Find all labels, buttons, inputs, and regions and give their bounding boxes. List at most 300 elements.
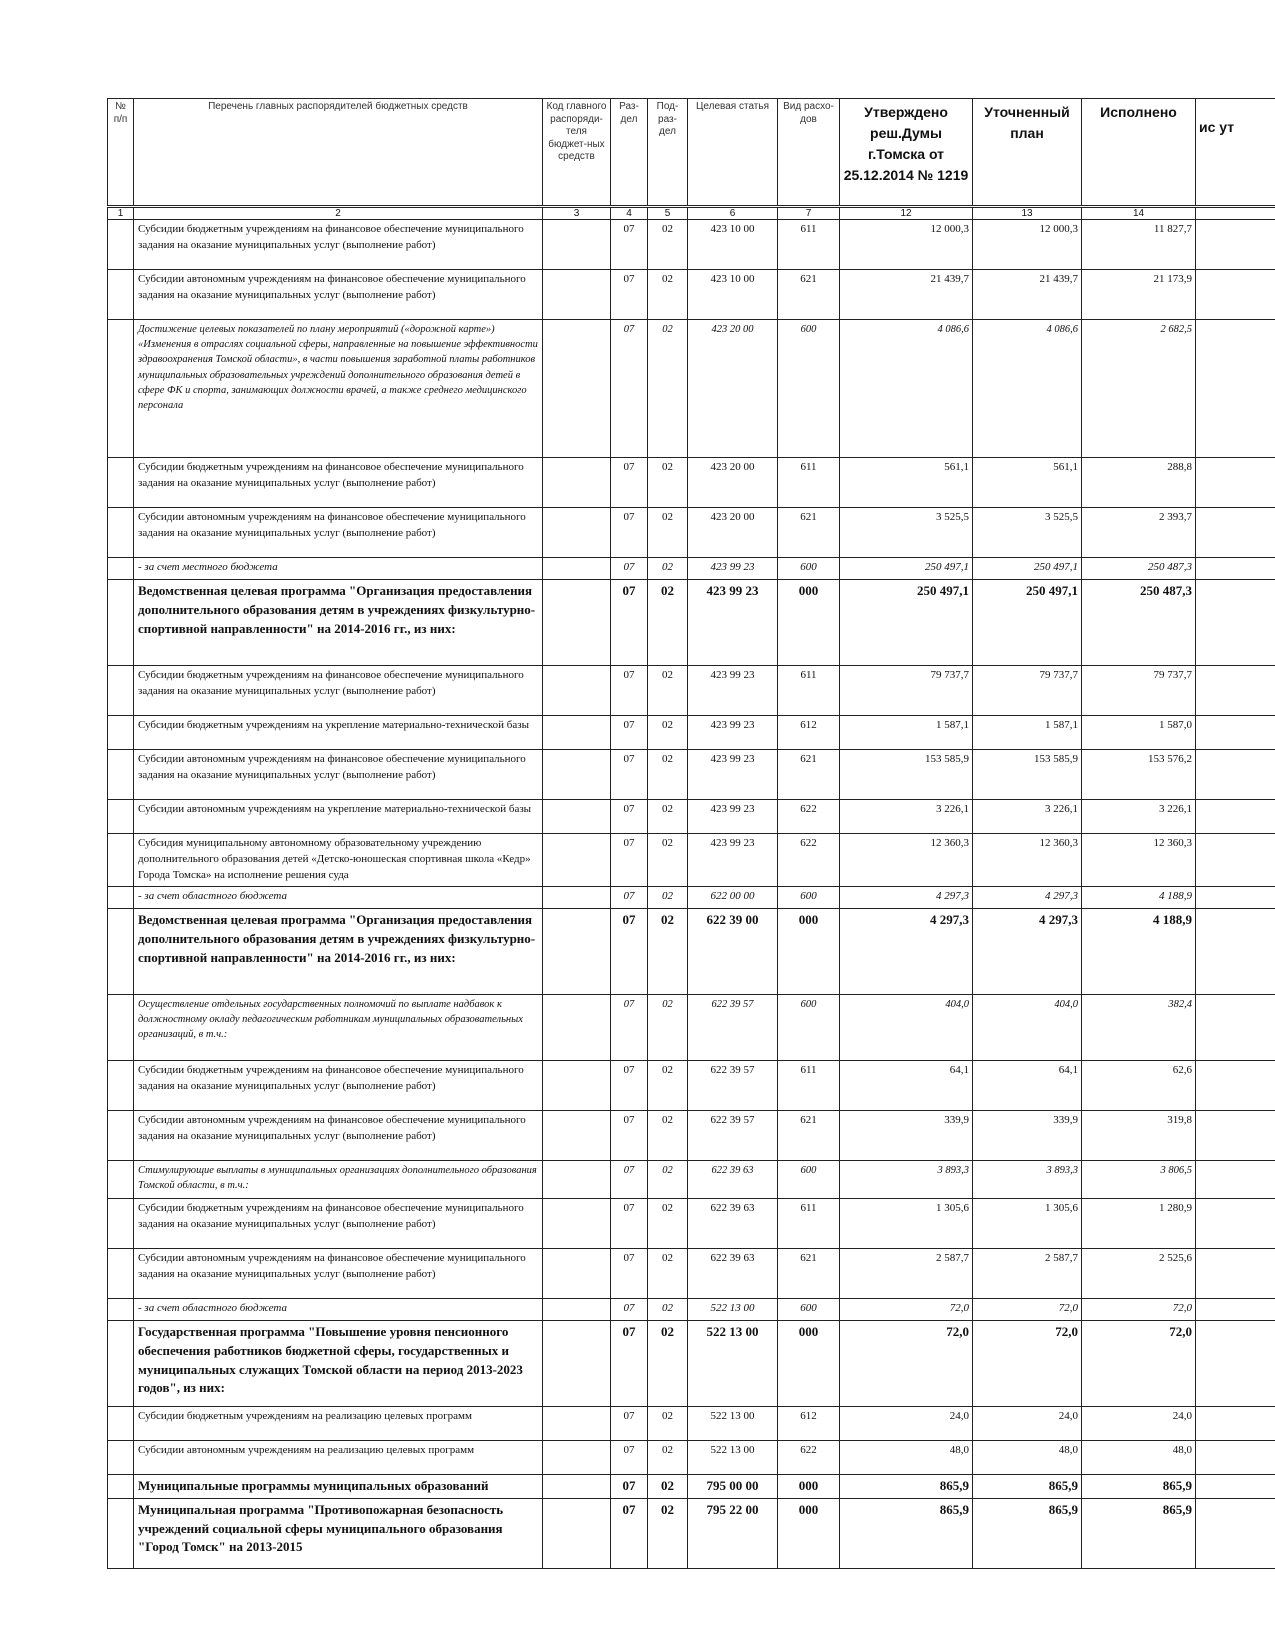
cell-plan: 21 439,7 (973, 270, 1082, 320)
cell-tsel: 423 20 00 (688, 458, 778, 508)
cell-done: 4 188,9 (1082, 908, 1196, 994)
header-plan: Уточненный план (973, 99, 1082, 207)
cell-approved: 72,0 (840, 1298, 973, 1320)
cell-vid: 600 (778, 558, 840, 580)
cell-done: 24,0 (1082, 1406, 1196, 1440)
cell-plan: 12 360,3 (973, 834, 1082, 887)
cell-approved: 4 086,6 (840, 320, 973, 458)
cell-podrazdel: 02 (648, 1060, 688, 1110)
cell-tsel: 795 00 00 (688, 1474, 778, 1498)
cell-no (108, 1160, 134, 1198)
cell-podrazdel: 02 (648, 1160, 688, 1198)
cell-done: 2 393,7 (1082, 508, 1196, 558)
cell-extra (1196, 1110, 1275, 1160)
cell-approved: 561,1 (840, 458, 973, 508)
cell-plan: 3 525,5 (973, 508, 1082, 558)
cell-vid: 621 (778, 1248, 840, 1298)
cell-razdel: 07 (611, 1498, 648, 1568)
cell-razdel: 07 (611, 716, 648, 750)
cell-done: 2 682,5 (1082, 320, 1196, 458)
cell-razdel: 07 (611, 580, 648, 666)
cell-extra (1196, 508, 1275, 558)
colnum: 1 (108, 207, 134, 220)
cell-plan: 4 297,3 (973, 908, 1082, 994)
cell-razdel: 07 (611, 320, 648, 458)
cell-extra (1196, 458, 1275, 508)
cell-code (543, 1406, 611, 1440)
cell-vid: 621 (778, 508, 840, 558)
cell-code (543, 580, 611, 666)
cell-extra (1196, 1406, 1275, 1440)
table-row (108, 1474, 1275, 1498)
cell-done: 21 173,9 (1082, 270, 1196, 320)
cell-podrazdel: 02 (648, 220, 688, 270)
cell-podrazdel: 02 (648, 1110, 688, 1160)
cell-tsel: 423 99 23 (688, 800, 778, 834)
cell-done: 250 487,3 (1082, 580, 1196, 666)
cell-no (108, 1110, 134, 1160)
cell-extra (1196, 1498, 1275, 1568)
cell-plan: 24,0 (973, 1406, 1082, 1440)
colnum: 4 (611, 207, 648, 220)
cell-desc: Субсидии бюджетным учреждениям на финансовое обеспечение муниципального задания на оказание муниципальных услуг (выполнение работ) (134, 1198, 543, 1248)
cell-podrazdel: 02 (648, 1248, 688, 1298)
header-code: Код главного распоряди-теля бюджет-ных средств (543, 99, 611, 207)
cell-plan: 3 226,1 (973, 800, 1082, 834)
colnum: 12 (840, 207, 973, 220)
cell-tsel: 423 99 23 (688, 834, 778, 887)
cell-extra (1196, 1060, 1275, 1110)
cell-vid: 612 (778, 716, 840, 750)
cell-approved: 64,1 (840, 1060, 973, 1110)
cell-desc: Муниципальная программа "Противопожарная безопасность учреждений социальной сферы муниципального образования "Город Томск" на 2013-2015 (134, 1498, 543, 1568)
cell-desc: Субсидии автономным учреждениям на финансовое обеспечение муниципального задания на оказание муниципальных услуг (выполнение работ) (134, 1110, 543, 1160)
cell-plan: 48,0 (973, 1440, 1082, 1474)
cell-code (543, 908, 611, 994)
cell-desc: Осуществление отдельных государственных полномочий по выплате надбавок к должностному окладу педагогическим работникам муниципальных образовательных организаций, в т.ч.: (134, 994, 543, 1060)
cell-plan: 72,0 (973, 1298, 1082, 1320)
table-row (108, 270, 1275, 320)
cell-code (543, 508, 611, 558)
cell-code (543, 1160, 611, 1198)
cell-podrazdel: 02 (648, 750, 688, 800)
cell-desc: Субсидии бюджетным учреждениям на реализацию целевых программ (134, 1406, 543, 1440)
cell-razdel: 07 (611, 1060, 648, 1110)
cell-razdel: 07 (611, 750, 648, 800)
cell-approved: 153 585,9 (840, 750, 973, 800)
cell-no (108, 1440, 134, 1474)
cell-desc: Субсидия муниципальному автономному образовательному учреждению дополнительного образования детей «Детско-юношеская спортивная школа «Кедр» Города Томска» на исполнение решения суда (134, 834, 543, 887)
table-row (108, 580, 1275, 666)
cell-code (543, 558, 611, 580)
cell-podrazdel: 02 (648, 508, 688, 558)
cell-approved: 21 439,7 (840, 270, 973, 320)
colnum: 7 (778, 207, 840, 220)
cell-razdel: 07 (611, 1298, 648, 1320)
colnum: 14 (1082, 207, 1196, 220)
cell-no (108, 1320, 134, 1406)
cell-plan: 2 587,7 (973, 1248, 1082, 1298)
cell-approved: 3 525,5 (840, 508, 973, 558)
cell-razdel: 07 (611, 508, 648, 558)
cell-plan: 153 585,9 (973, 750, 1082, 800)
cell-extra (1196, 800, 1275, 834)
cell-no (108, 558, 134, 580)
cell-done: 4 188,9 (1082, 886, 1196, 908)
cell-razdel: 07 (611, 558, 648, 580)
cell-approved: 865,9 (840, 1474, 973, 1498)
cell-no (108, 1406, 134, 1440)
table-row (108, 716, 1275, 750)
cell-podrazdel: 02 (648, 580, 688, 666)
cell-extra (1196, 1198, 1275, 1248)
cell-no (108, 580, 134, 666)
cell-plan: 4 297,3 (973, 886, 1082, 908)
cell-plan: 12 000,3 (973, 220, 1082, 270)
colnum: 6 (688, 207, 778, 220)
cell-code (543, 1320, 611, 1406)
cell-approved: 865,9 (840, 1498, 973, 1568)
cell-tsel: 423 99 23 (688, 716, 778, 750)
cell-no (108, 458, 134, 508)
cell-done: 2 525,6 (1082, 1248, 1196, 1298)
colnum: 5 (648, 207, 688, 220)
cell-no (108, 666, 134, 716)
cell-vid: 611 (778, 666, 840, 716)
cell-code (543, 1498, 611, 1568)
cell-vid: 611 (778, 1060, 840, 1110)
cell-podrazdel: 02 (648, 666, 688, 716)
colnum (1196, 207, 1275, 220)
cell-code (543, 1198, 611, 1248)
cell-podrazdel: 02 (648, 886, 688, 908)
cell-tsel: 522 13 00 (688, 1406, 778, 1440)
cell-vid: 000 (778, 580, 840, 666)
cell-vid: 611 (778, 220, 840, 270)
cell-razdel: 07 (611, 220, 648, 270)
cell-code (543, 800, 611, 834)
table-row (108, 1198, 1275, 1248)
cell-done: 72,0 (1082, 1298, 1196, 1320)
table-header-row (108, 99, 1275, 207)
cell-desc: Субсидии бюджетным учреждениям на финансовое обеспечение муниципального задания на оказание муниципальных услуг (выполнение работ) (134, 1060, 543, 1110)
cell-vid: 622 (778, 800, 840, 834)
cell-desc: - за счет местного бюджета (134, 558, 543, 580)
cell-podrazdel: 02 (648, 1498, 688, 1568)
cell-razdel: 07 (611, 834, 648, 887)
cell-podrazdel: 02 (648, 1440, 688, 1474)
cell-razdel: 07 (611, 1198, 648, 1248)
cell-done: 319,8 (1082, 1110, 1196, 1160)
cell-extra (1196, 1440, 1275, 1474)
cell-plan: 72,0 (973, 1320, 1082, 1406)
cell-vid: 621 (778, 1110, 840, 1160)
table-row (108, 1320, 1275, 1406)
cell-code (543, 1110, 611, 1160)
cell-done: 382,4 (1082, 994, 1196, 1060)
cell-extra (1196, 580, 1275, 666)
column-numbers-row (108, 207, 1275, 220)
cell-desc: Субсидии автономным учреждениям на укрепление материально-технической базы (134, 800, 543, 834)
table-row (108, 994, 1275, 1060)
cell-done: 250 487,3 (1082, 558, 1196, 580)
cell-plan: 250 497,1 (973, 558, 1082, 580)
table-row (108, 666, 1275, 716)
cell-tsel: 622 39 63 (688, 1248, 778, 1298)
cell-tsel: 423 10 00 (688, 270, 778, 320)
cell-extra (1196, 1160, 1275, 1198)
cell-razdel: 07 (611, 1248, 648, 1298)
cell-tsel: 622 39 00 (688, 908, 778, 994)
cell-razdel: 07 (611, 458, 648, 508)
table-row (108, 458, 1275, 508)
cell-code (543, 1474, 611, 1498)
table-row (108, 834, 1275, 887)
cell-vid: 611 (778, 1198, 840, 1248)
cell-done: 1 280,9 (1082, 1198, 1196, 1248)
cell-desc: Субсидии бюджетным учреждениям на укрепление материально-технической базы (134, 716, 543, 750)
cell-approved: 4 297,3 (840, 886, 973, 908)
cell-code (543, 666, 611, 716)
table-row (108, 800, 1275, 834)
cell-podrazdel: 02 (648, 1298, 688, 1320)
cell-razdel: 07 (611, 886, 648, 908)
cell-desc: Ведомственная целевая программа "Организация предоставления дополнительного образования детям в учреждениях физкультурно-спортивной направленности" на 2014-2016 гг., из них: (134, 580, 543, 666)
cell-approved: 404,0 (840, 994, 973, 1060)
cell-code (543, 994, 611, 1060)
cell-plan: 561,1 (973, 458, 1082, 508)
cell-razdel: 07 (611, 666, 648, 716)
cell-done: 288,8 (1082, 458, 1196, 508)
cell-vid: 622 (778, 1440, 840, 1474)
cell-desc: Стимулирующие выплаты в муниципальных организациях дополнительного образования Томской области, в т.ч.: (134, 1160, 543, 1198)
cell-vid: 000 (778, 1320, 840, 1406)
cell-plan: 865,9 (973, 1474, 1082, 1498)
cell-podrazdel: 02 (648, 800, 688, 834)
cell-desc: - за счет областного бюджета (134, 886, 543, 908)
colnum: 13 (973, 207, 1082, 220)
cell-tsel: 423 99 23 (688, 558, 778, 580)
cell-code (543, 320, 611, 458)
cell-code (543, 458, 611, 508)
cell-done: 62,6 (1082, 1060, 1196, 1110)
cell-done: 3 806,5 (1082, 1160, 1196, 1198)
cell-approved: 3 226,1 (840, 800, 973, 834)
cell-code (543, 1248, 611, 1298)
cell-vid: 621 (778, 270, 840, 320)
cell-razdel: 07 (611, 800, 648, 834)
header-name: Перечень главных распорядителей бюджетных средств (134, 99, 543, 207)
cell-extra (1196, 716, 1275, 750)
cell-vid: 600 (778, 1160, 840, 1198)
cell-approved: 79 737,7 (840, 666, 973, 716)
cell-razdel: 07 (611, 270, 648, 320)
header-vid: Вид расхо-дов (778, 99, 840, 207)
colnum: 2 (134, 207, 543, 220)
cell-done: 1 587,0 (1082, 716, 1196, 750)
cell-plan: 4 086,6 (973, 320, 1082, 458)
cell-vid: 600 (778, 994, 840, 1060)
cell-podrazdel: 02 (648, 834, 688, 887)
cell-code (543, 1060, 611, 1110)
cell-extra (1196, 220, 1275, 270)
table-row (108, 1298, 1275, 1320)
cell-tsel: 622 39 57 (688, 1060, 778, 1110)
cell-razdel: 07 (611, 994, 648, 1060)
table-row (108, 1498, 1275, 1568)
cell-no (108, 508, 134, 558)
cell-extra (1196, 886, 1275, 908)
table-row (108, 558, 1275, 580)
cell-vid: 000 (778, 1498, 840, 1568)
cell-extra (1196, 1248, 1275, 1298)
header-approved: Утверждено реш.Думы г.Томска от 25.12.2014 № 1219 (840, 99, 973, 207)
cell-no (108, 220, 134, 270)
table-row (108, 886, 1275, 908)
cell-no (108, 1474, 134, 1498)
cell-done: 12 360,3 (1082, 834, 1196, 887)
cell-razdel: 07 (611, 1160, 648, 1198)
cell-no (108, 1060, 134, 1110)
cell-desc: Муниципальные программы муниципальных образований (134, 1474, 543, 1498)
table-row (108, 750, 1275, 800)
cell-podrazdel: 02 (648, 1474, 688, 1498)
cell-vid: 611 (778, 458, 840, 508)
colnum: 3 (543, 207, 611, 220)
cell-no (108, 1498, 134, 1568)
cell-no (108, 886, 134, 908)
header-done: Исполнено (1082, 99, 1196, 207)
cell-no (108, 1298, 134, 1320)
cell-podrazdel: 02 (648, 994, 688, 1060)
cell-extra (1196, 1298, 1275, 1320)
cell-no (108, 908, 134, 994)
cell-plan: 250 497,1 (973, 580, 1082, 666)
cell-razdel: 07 (611, 1474, 648, 1498)
cell-podrazdel: 02 (648, 1406, 688, 1440)
cell-code (543, 270, 611, 320)
cell-podrazdel: 02 (648, 270, 688, 320)
cell-no (108, 1248, 134, 1298)
table-row (108, 1160, 1275, 1198)
cell-extra (1196, 320, 1275, 458)
cell-no (108, 994, 134, 1060)
cell-extra (1196, 666, 1275, 716)
cell-done: 79 737,7 (1082, 666, 1196, 716)
header-tsel: Целевая статья (688, 99, 778, 207)
header-razdel: Раз-дел (611, 99, 648, 207)
cell-done: 72,0 (1082, 1320, 1196, 1406)
cell-tsel: 622 39 57 (688, 994, 778, 1060)
cell-code (543, 886, 611, 908)
cell-done: 153 576,2 (1082, 750, 1196, 800)
cell-plan: 865,9 (973, 1498, 1082, 1568)
cell-approved: 250 497,1 (840, 580, 973, 666)
table-row (108, 320, 1275, 458)
cell-approved: 12 000,3 (840, 220, 973, 270)
cell-extra (1196, 834, 1275, 887)
cell-tsel: 423 99 23 (688, 666, 778, 716)
cell-tsel: 795 22 00 (688, 1498, 778, 1568)
cell-vid: 000 (778, 1474, 840, 1498)
cell-code (543, 220, 611, 270)
table-row (108, 1248, 1275, 1298)
cell-approved: 72,0 (840, 1320, 973, 1406)
table-row (108, 220, 1275, 270)
cell-extra (1196, 994, 1275, 1060)
cell-done: 48,0 (1082, 1440, 1196, 1474)
cell-desc: Государственная программа "Повышение уровня пенсионного обеспечения работников бюджетной сферы, государственных и муниципальных служащих Томской области на период 2013-2023 годов", из них: (134, 1320, 543, 1406)
cell-desc: Субсидии бюджетным учреждениям на финансовое обеспечение муниципального задания на оказание муниципальных услуг (выполнение работ) (134, 666, 543, 716)
cell-vid: 612 (778, 1406, 840, 1440)
cell-approved: 2 587,7 (840, 1248, 973, 1298)
cell-code (543, 716, 611, 750)
cell-code (543, 1298, 611, 1320)
cell-plan: 404,0 (973, 994, 1082, 1060)
cell-plan: 1 587,1 (973, 716, 1082, 750)
cell-extra (1196, 908, 1275, 994)
cell-desc: Субсидии бюджетным учреждениям на финансовое обеспечение муниципального задания на оказание муниципальных услуг (выполнение работ) (134, 220, 543, 270)
cell-desc: Достижение целевых показателей по плану мероприятий («дорожной карте») «Изменения в отраслях социальной сферы, направленные на повышение эффективности здравоохранения Томской области», в части повышения заработной платы работников муниципальных образовательных учреждений дополнительного образования детей в сфере ФК и спорта, занимающих должности врачей, а также среднего медицинского персонала (134, 320, 543, 458)
header-podrazdel: Под-раз-дел (648, 99, 688, 207)
cell-desc: Субсидии автономным учреждениям на финансовое обеспечение муниципального задания на оказание муниципальных услуг (выполнение работ) (134, 750, 543, 800)
header-cut: ис ут (1196, 99, 1275, 207)
cell-razdel: 07 (611, 1406, 648, 1440)
budget-table (107, 98, 1275, 1569)
cell-extra (1196, 750, 1275, 800)
cell-desc: Субсидии автономным учреждениям на финансовое обеспечение муниципального задания на оказание муниципальных услуг (выполнение работ) (134, 508, 543, 558)
cell-vid: 600 (778, 1298, 840, 1320)
cell-extra (1196, 558, 1275, 580)
cell-desc: Субсидии бюджетным учреждениям на финансовое обеспечение муниципального задания на оказание муниципальных услуг (выполнение работ) (134, 458, 543, 508)
cell-tsel: 423 10 00 (688, 220, 778, 270)
cell-approved: 1 587,1 (840, 716, 973, 750)
cell-tsel: 522 13 00 (688, 1440, 778, 1474)
cell-podrazdel: 02 (648, 1320, 688, 1406)
table-row (108, 1440, 1275, 1474)
cell-podrazdel: 02 (648, 908, 688, 994)
cell-extra (1196, 270, 1275, 320)
cell-podrazdel: 02 (648, 558, 688, 580)
cell-no (108, 270, 134, 320)
cell-razdel: 07 (611, 908, 648, 994)
cell-code (543, 1440, 611, 1474)
table-row (108, 1110, 1275, 1160)
cell-vid: 600 (778, 886, 840, 908)
cell-plan: 64,1 (973, 1060, 1082, 1110)
cell-podrazdel: 02 (648, 716, 688, 750)
cell-approved: 3 893,3 (840, 1160, 973, 1198)
cell-done: 11 827,7 (1082, 220, 1196, 270)
cell-no (108, 834, 134, 887)
cell-tsel: 522 13 00 (688, 1320, 778, 1406)
cell-approved: 250 497,1 (840, 558, 973, 580)
cell-tsel: 423 99 23 (688, 580, 778, 666)
cell-code (543, 834, 611, 887)
table-row (108, 508, 1275, 558)
cell-tsel: 622 00 00 (688, 886, 778, 908)
cell-desc: - за счет областного бюджета (134, 1298, 543, 1320)
cell-vid: 621 (778, 750, 840, 800)
cell-plan: 79 737,7 (973, 666, 1082, 716)
cell-no (108, 1198, 134, 1248)
cell-desc: Субсидии автономным учреждениям на финансовое обеспечение муниципального задания на оказание муниципальных услуг (выполнение работ) (134, 1248, 543, 1298)
cell-code (543, 750, 611, 800)
cell-podrazdel: 02 (648, 320, 688, 458)
cell-approved: 4 297,3 (840, 908, 973, 994)
cell-done: 865,9 (1082, 1474, 1196, 1498)
cell-approved: 339,9 (840, 1110, 973, 1160)
